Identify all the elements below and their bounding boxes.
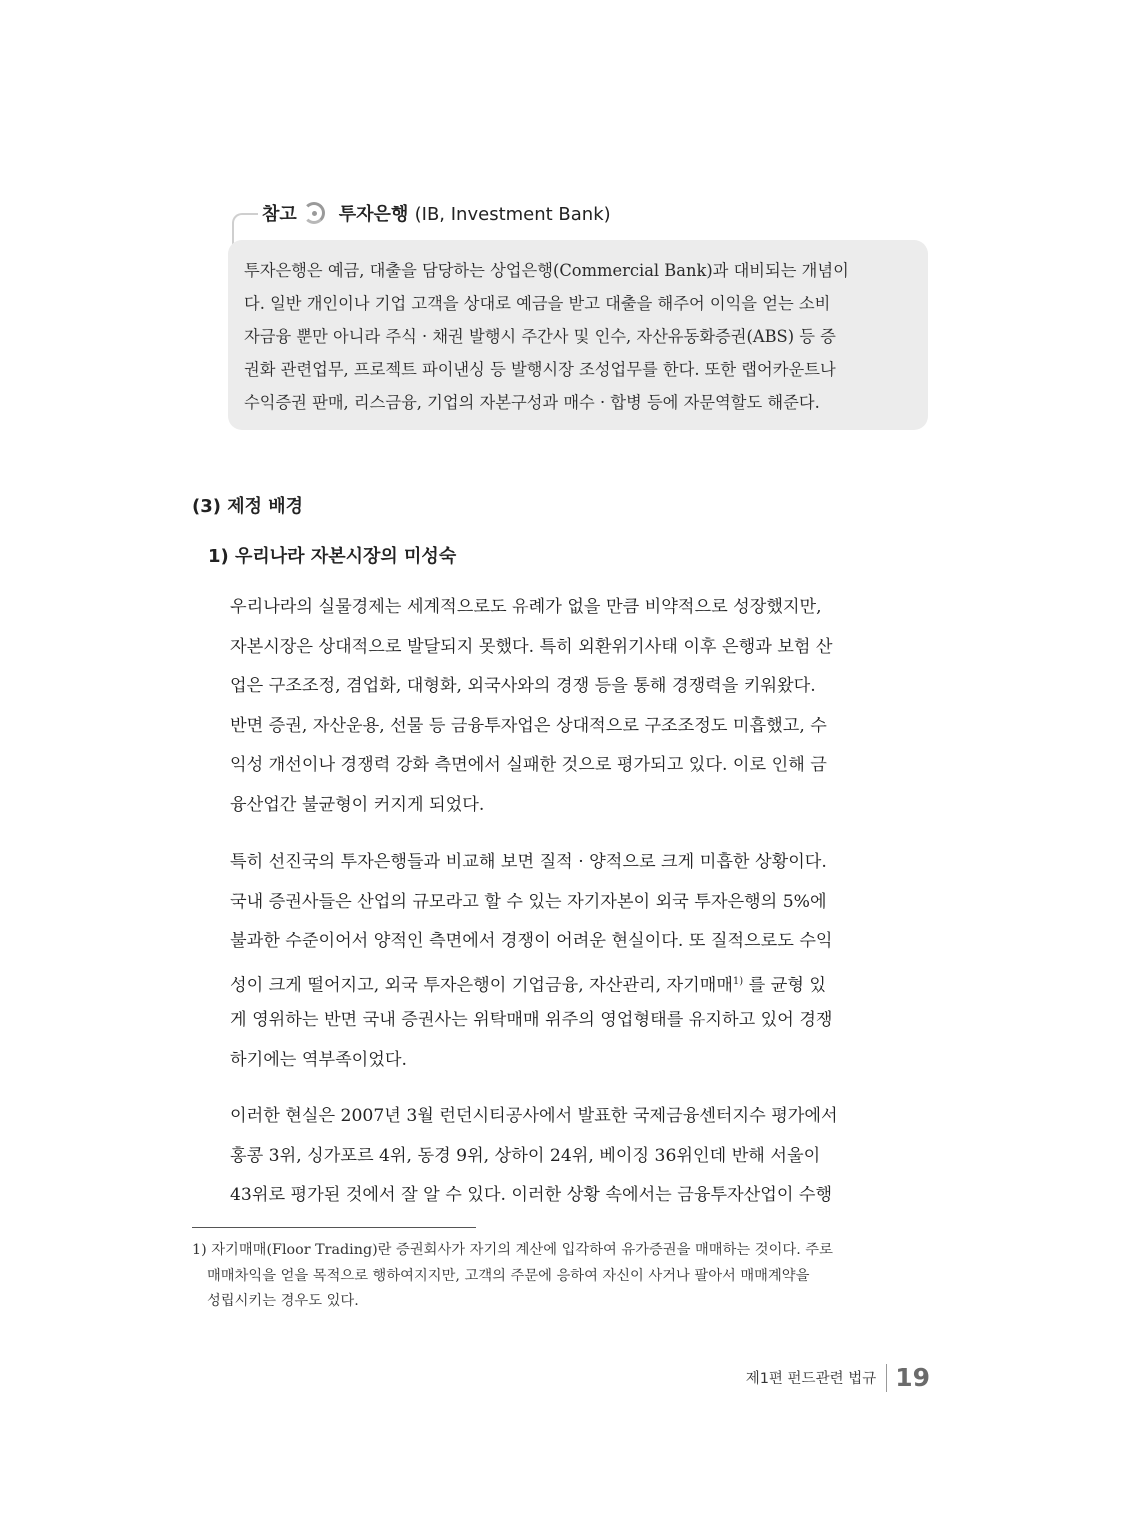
footer-separator xyxy=(886,1364,887,1392)
paragraph-line: 반면 증권, 자산운용, 선물 등 금융투자업은 상대적으로 구조조정도 미흡했고, 수 xyxy=(230,715,827,736)
reference-line: 자금융 뿐만 아니라 주식 · 채권 발행시 주간사 및 인수, 자산유동화증권(ABS) 등 증 xyxy=(244,327,836,346)
paragraph-line: 하기에는 역부족이었다. xyxy=(230,1049,407,1070)
paragraph-line: 국내 증권사들은 산업의 규모라고 할 수 있는 자기자본이 외국 투자은행의 5%에 xyxy=(230,891,827,912)
paragraph-line: 융산업간 불균형이 커지게 되었다. xyxy=(230,794,485,815)
footnote xyxy=(192,1238,937,1315)
reference-box xyxy=(228,240,928,430)
paragraph-1 xyxy=(230,588,935,825)
paragraph-line-tail: 를 균형 있 xyxy=(743,975,826,996)
paragraph-3 xyxy=(230,1097,935,1216)
paragraph-line: 자본시장은 상대적으로 발달되지 못했다. 특히 외환위기사태 이후 은행과 보험 산 xyxy=(230,636,833,657)
section-heading: (3) 제정 배경 xyxy=(192,496,304,517)
paragraph-line: 익성 개선이나 경쟁력 강화 측면에서 실패한 것으로 평가되고 있다. 이로 인해 금 xyxy=(230,755,827,775)
reference-line: 다. 일반 개인이나 기업 고객을 상대로 예금을 받고 대출을 해주어 이익을 얻는 소비 xyxy=(244,294,831,313)
reference-line: 권화 관련업무, 프로젝트 파이낸싱 등 발행시장 조성업무를 한다. 또한 랩어카운트나 xyxy=(244,360,836,379)
reference-label: 참고 xyxy=(262,204,297,225)
reference-title-ko: 투자은행 xyxy=(338,204,409,225)
paragraph-line: 43위로 평가된 것에서 잘 알 수 있다. 이러한 상황 속에서는 금융투자산업이 수행 xyxy=(230,1185,833,1205)
page-number: 19 xyxy=(895,1363,930,1392)
reference-title xyxy=(339,200,611,226)
reference-circle-icon xyxy=(303,202,325,224)
paragraph-line-text: 성이 크게 떨어지고, 외국 투자은행이 기업금융, 자산관리, 자기매매 xyxy=(230,975,733,996)
footnote-line: 성립시키는 경우도 있다. xyxy=(207,1293,359,1309)
subsection-heading: 1) 우리나라 자본시장의 미성숙 xyxy=(208,546,457,567)
footnote-line: 매매차익을 얻을 목적으로 행하여지지만, 고객의 주문에 응하여 자신이 사거나 팔아서 매매계약을 xyxy=(207,1267,810,1284)
paragraph-line: 불과한 수준이어서 양적인 측면에서 경쟁이 어려운 현실이다. 또 질적으로도 수익 xyxy=(230,931,833,951)
footer-chapter-title: 제1편 펀드관련 법규 xyxy=(745,1371,877,1387)
page-footer xyxy=(746,1363,930,1392)
paragraph-line: 이러한 현실은 2007년 3월 런던시티공사에서 발표한 국제금융센터지수 평가에서 xyxy=(230,1106,838,1126)
paragraph-line: 홍콩 3위, 싱가포르 4위, 동경 9위, 상하이 24위, 베이징 36위인데 반해 서울이 xyxy=(230,1145,821,1166)
paragraph-2 xyxy=(230,843,935,1080)
footnote-reference[interactable]: 1) xyxy=(732,975,744,987)
reference-header xyxy=(262,196,611,230)
paragraph-line: 특히 선진국의 투자은행들과 비교해 보면 질적 · 양적으로 크게 미흡한 상황이다. xyxy=(230,852,827,872)
reference-line: 수익증권 판매, 리스금융, 기업의 자본구성과 매수 · 합병 등에 자문역할도 해준다. xyxy=(244,393,820,412)
reference-title-en: (IB, Investment Bank) xyxy=(414,204,611,225)
footnote-divider xyxy=(192,1227,476,1228)
paragraph-line: 업은 구조조정, 겸업화, 대형화, 외국사와의 경쟁 등을 통해 경쟁력을 키워왔다. xyxy=(230,676,816,696)
footnote-line: 1) 자기매매(Floor Trading)란 증권회사가 자기의 계산에 입각하여 유가증권을 매매하는 것이다. 주로 xyxy=(192,1242,833,1258)
paragraph-line: 게 영위하는 반면 국내 증권사는 위탁매매 위주의 영업형태를 유지하고 있어 경쟁 xyxy=(230,1010,833,1030)
paragraph-line-with-footnote xyxy=(230,962,935,1002)
reference-line: 투자은행은 예금, 대출을 담당하는 상업은행(Commercial Bank)과 대비되는 개념이 xyxy=(244,261,849,280)
paragraph-line: 우리나라의 실물경제는 세계적으로도 유례가 없을 만큼 비약적으로 성장했지만, xyxy=(230,597,822,617)
